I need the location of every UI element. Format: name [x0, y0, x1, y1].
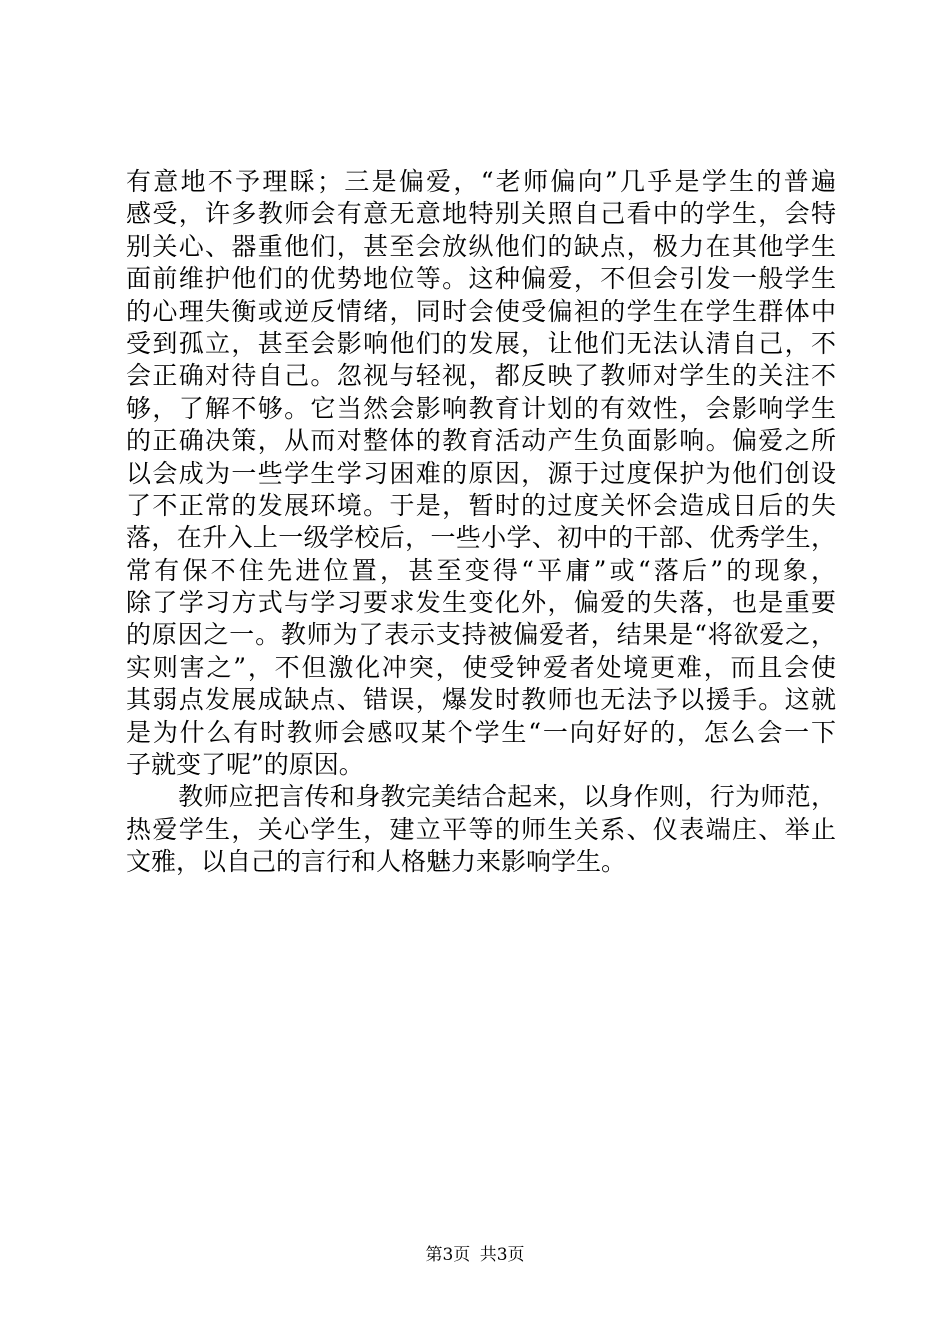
text-line: 其弱点发展成缺点、错误，爆发时教师也无法予以援手。这就 — [126, 685, 836, 715]
text-line: 的原因之一。教师为了表示支持被偏爱者，结果是“将欲爱之， — [126, 620, 836, 650]
text-line: 的正确决策，从而对整体的教育活动产生负面影响。偏爱之所 — [126, 426, 836, 456]
text-line: 以会成为一些学生学习困难的原因，源于过度保护为他们创设 — [126, 458, 836, 488]
text-line: 别关心、器重他们，甚至会放纵他们的缺点，极力在其他学生 — [126, 231, 836, 261]
page-total: 共3页 — [479, 1245, 525, 1265]
body-text — [126, 166, 836, 879]
text-line: 常有保不住先进位置，甚至变得“平庸”或“落后”的现象， — [126, 555, 836, 585]
text-line: 文雅，以自己的言行和人格魅力来影响学生。 — [126, 847, 627, 877]
text-line: 受到孤立，甚至会影响他们的发展，让他们无法认清自己，不 — [126, 328, 836, 358]
text-line: 是为什么有时教师会感叹某个学生“一向好好的，怎么会一下 — [126, 717, 836, 747]
paragraph-1 — [126, 166, 836, 781]
text-line: 面前维护他们的优势地位等。这种偏爱，不但会引发一般学生 — [126, 264, 836, 294]
paragraph-2 — [126, 781, 836, 878]
text-line: 够，了解不够。它当然会影响教育计划的有效性，会影响学生 — [126, 393, 836, 423]
text-line: 感受，许多教师会有意无意地特别关照自己看中的学生，会特 — [126, 199, 836, 229]
text-line: 除了学习方式与学习要求发生变化外，偏爱的失落，也是重要 — [126, 588, 836, 618]
text-line: 实则害之”，不但激化冲突，使受钟爱者处境更难，而且会使 — [126, 652, 836, 682]
text-line: 有意地不予理睬；三是偏爱，“老师偏向”几乎是学生的普遍 — [126, 167, 836, 196]
page-footer — [0, 1244, 950, 1266]
text-line: 教师应把言传和身教完美结合起来，以身作则，行为师范， — [178, 782, 836, 812]
text-line: 热爱学生，关心学生，建立平等的师生关系、仪表端庄、举止 — [126, 814, 836, 844]
text-line: 的心理失衡或逆反情绪，同时会使受偏袒的学生在学生群体中 — [126, 296, 836, 326]
text-line: 了不正常的发展环境。于是，暂时的过度关怀会造成日后的失 — [126, 490, 836, 520]
page-number: 第3页 — [425, 1245, 471, 1265]
text-line: 会正确对待自己。忽视与轻视，都反映了教师对学生的关注不 — [126, 361, 836, 391]
text-line: 子就变了呢”的原因。 — [126, 750, 364, 780]
text-line: 落，在升入上一级学校后，一些小学、初中的干部、优秀学生， — [126, 523, 836, 553]
